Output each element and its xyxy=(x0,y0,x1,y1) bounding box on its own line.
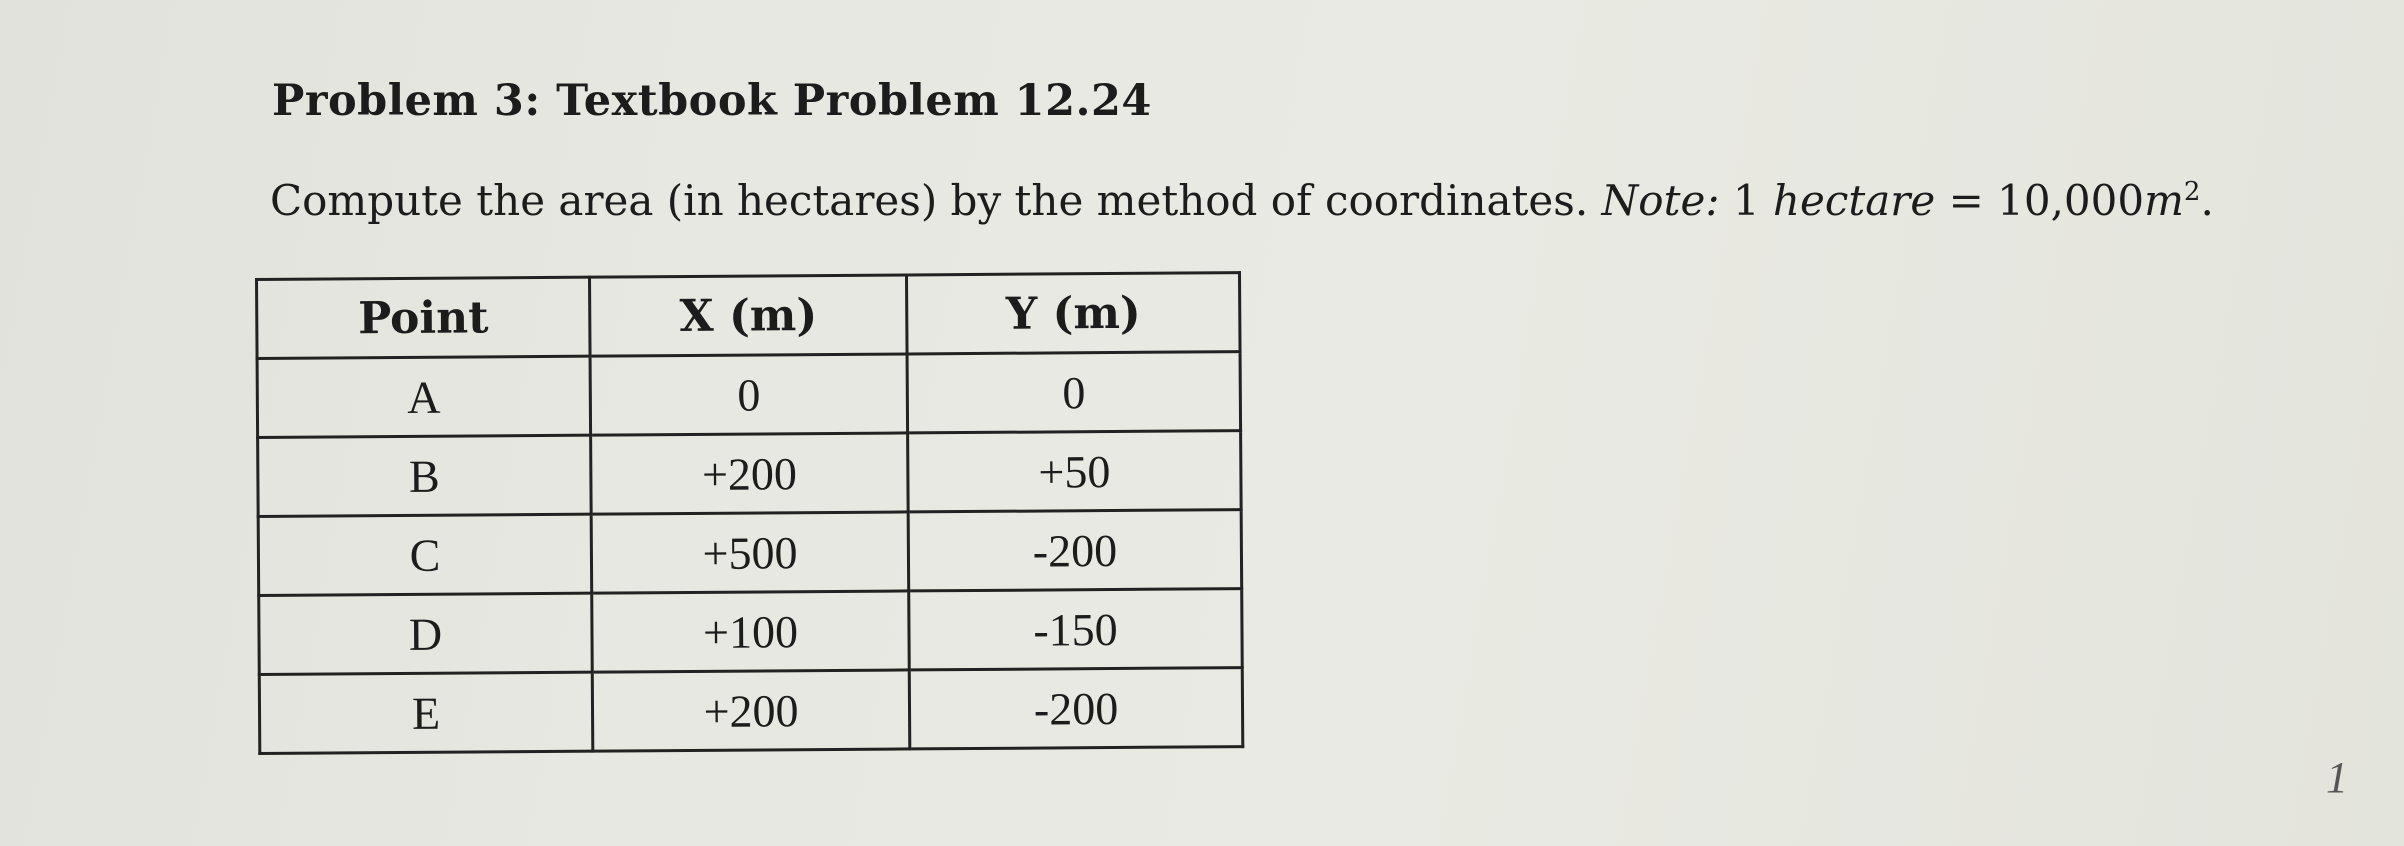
table-header-row xyxy=(257,273,1241,359)
cell-x: 0 xyxy=(590,354,908,435)
table-row xyxy=(258,431,1242,517)
table-row xyxy=(258,510,1242,596)
problem-statement xyxy=(270,176,2214,225)
table-row xyxy=(259,589,1243,675)
cell-x: +200 xyxy=(591,433,909,514)
note-m: m xyxy=(2144,176,2184,225)
note-value-prefix: 1 xyxy=(1732,176,1760,225)
coordinates-table xyxy=(255,271,1244,755)
cell-y: -150 xyxy=(909,589,1242,670)
note-exponent: 2 xyxy=(2183,177,2201,207)
table-row xyxy=(259,668,1243,754)
table-row xyxy=(257,352,1241,438)
cell-point: E xyxy=(259,672,593,753)
note-value: 10,000 xyxy=(1997,176,2145,225)
page-number: 1 xyxy=(2326,753,2348,802)
note-equals: = xyxy=(1948,176,1984,225)
cell-x: +100 xyxy=(592,591,910,672)
cell-point: B xyxy=(258,435,592,516)
note-label: Note: xyxy=(1601,176,1720,225)
cell-point: D xyxy=(259,593,593,674)
header-x: X (m) xyxy=(590,275,908,356)
problem-heading: Problem 3: Textbook Problem 12.24 xyxy=(272,76,1152,126)
note-unit: hectare xyxy=(1772,176,1936,225)
cell-x: +500 xyxy=(591,512,909,593)
statement-text: Compute the area (in hectares) by the method of coordinates. xyxy=(270,176,1589,225)
note-end: . xyxy=(2200,176,2214,225)
cell-x: +200 xyxy=(592,670,910,751)
cell-y: 0 xyxy=(907,352,1240,433)
cell-y: -200 xyxy=(909,668,1242,749)
cell-point: C xyxy=(258,514,592,595)
header-point: Point xyxy=(257,277,591,358)
cell-point: A xyxy=(257,356,591,437)
cell-y: -200 xyxy=(908,510,1241,591)
header-y: Y (m) xyxy=(907,273,1240,354)
cell-y: +50 xyxy=(908,431,1241,512)
